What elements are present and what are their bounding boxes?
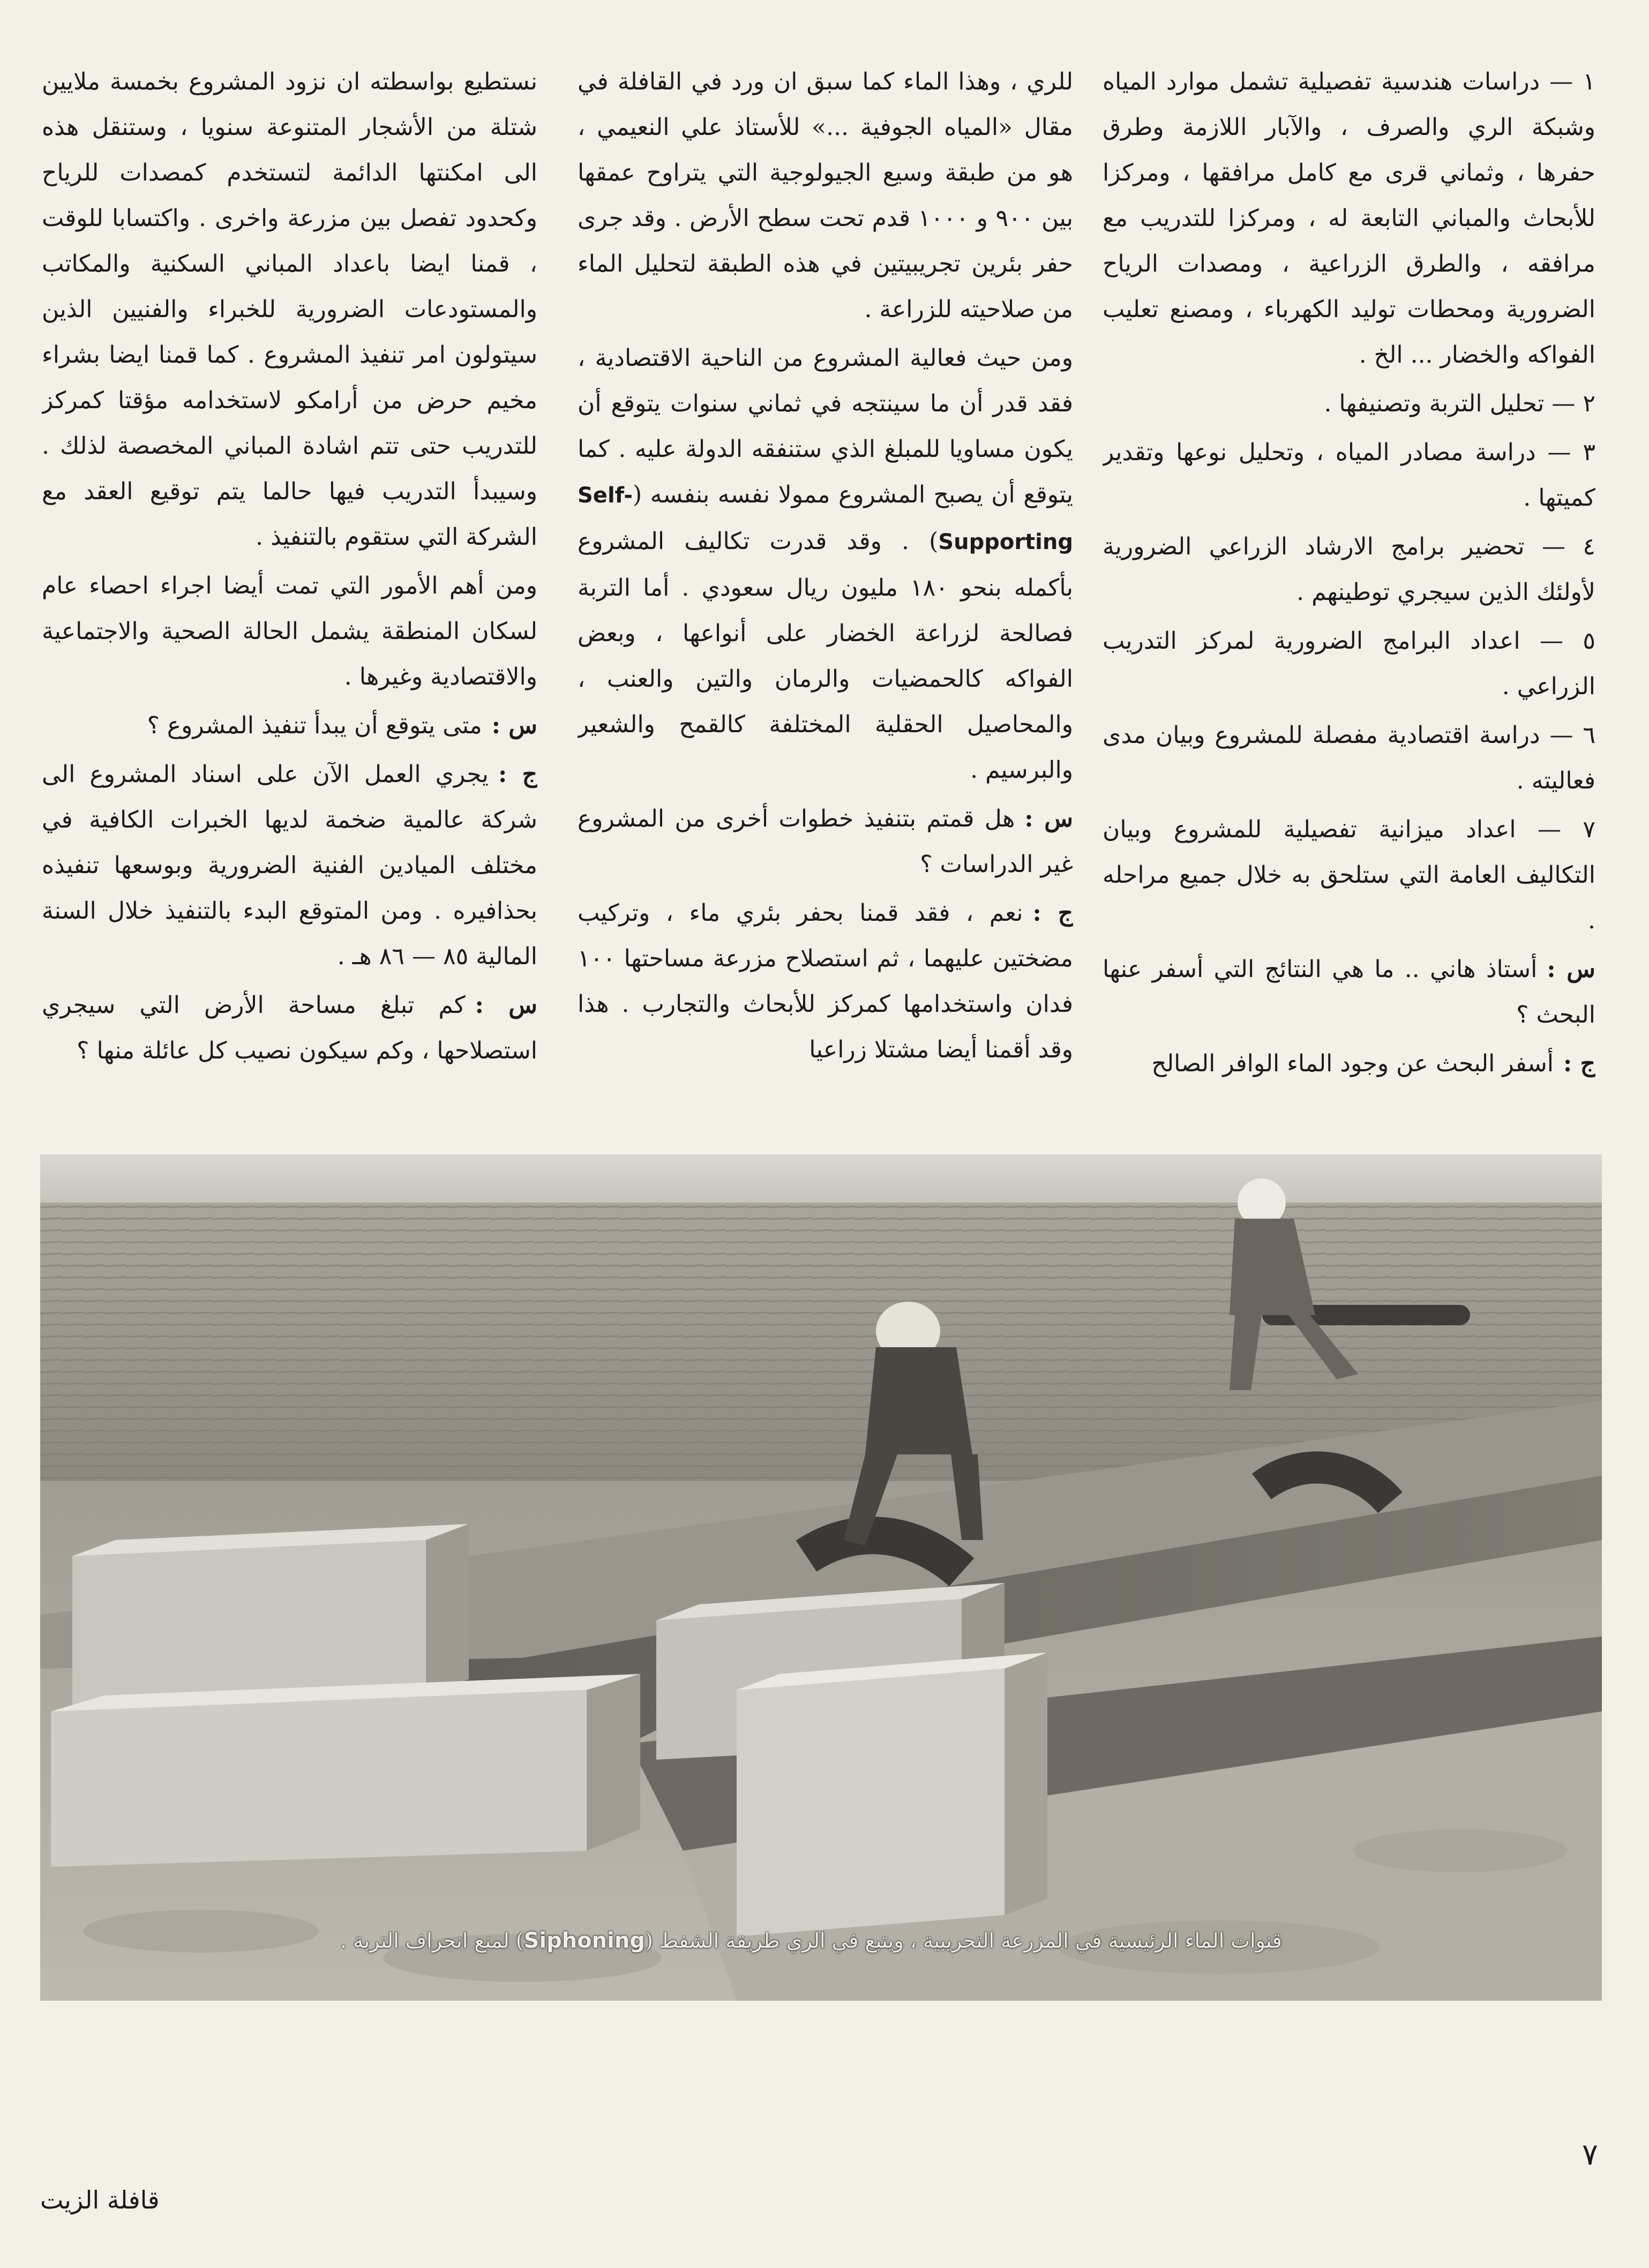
question-text: متى يتوقع أن يبدأ تنفيذ المشروع ؟ bbox=[147, 712, 482, 739]
page-number: ٧ bbox=[1581, 2137, 1598, 2172]
photo-illustration bbox=[40, 1154, 1602, 2001]
question-text: كم تبلغ مساحة الأرض التي سيجري استصلاحها ، وكم سيكون نصيب كل عائلة منها ؟ bbox=[42, 992, 537, 1064]
answer-text: نعم ، فقد قمنا بحفر بئري ماء ، وتركيب مضختين عليهما ، ثم استصلاح مزرعة مساحتها ١٠٠ فدان واستخدامها كمركز للأبحاث والتجارب . هذا وقد أقمنا أيضا مشتلا زراعيا bbox=[578, 899, 1073, 1063]
paragraph: ٢ — تحليل التربة وتصنيفها . bbox=[1324, 390, 1595, 417]
paragraph: ٧ — اعداد ميزانية تفصيلية للمشروع وبيان التكاليف العامة التي ستلحق به خلال جميع مراحله . bbox=[1103, 816, 1595, 934]
paragraph: نستطيع بواسطته ان نزود المشروع بخمسة ملايين شتلة من الأشجار المتنوعة سنويا ، وستنقل هذه الى امكنتها الدائمة لتستخدم كمصدات للرياح وكحدود تفصل بين مزرعة واخرى . واكتسابا للوقت ، قمنا ايضا باعداد المباني السكنية والمكاتب والمستودعات الضرورية للخبراء والفنيين الذين سيتولون امر تنفيذ المشروع . كما قمنا ايضا بشراء مخيم حرض من أرامكو لاستخدامه مؤقتا كمركز للتدريب حتى تتم اشادة المباني المخصصة لذلك . وسيبدأ التدريب فيها حالما يتم توقيع العقد مع الشركة التي ستقوم بالتنفيذ . bbox=[42, 68, 537, 551]
paragraph: للري ، وهذا الماء كما سبق ان ورد في القافلة في مقال «المياه الجوفية ...» للأستاذ علي النعيمي ، هو من طبقة وسيع الجيولوجية التي يتراوح عمقها بين ٩٠٠ و ١٠٠٠ قدم تحت سطح الأرض . وقد جرى حفر بئرين تجريبيتين في هذه الطبقة لتحليل الماء من صلاحيته للزراعة . bbox=[578, 68, 1073, 323]
paragraph-text: ) . وقد قدرت تكاليف المشروع بأكمله بنحو ١٨٠ مليون ريال سعودي . أما التربة فصالحة لزراعة الخضار على أنواعها ، وبعض الفواكه كالحمضيات والرمان والتين والعنب ، والمحاصيل الحقلية المختلفة كالقمح والشعير والبرسيم . bbox=[578, 528, 1073, 784]
question-text: هل قمتم بتنفيذ خطوات أخرى من المشروع غير الدراسات ؟ bbox=[578, 805, 1073, 878]
question-label: س : bbox=[1024, 805, 1073, 832]
irrigation-canal-photo bbox=[40, 1154, 1602, 2001]
interview-answer bbox=[42, 752, 537, 979]
latin-term: Self-Supporting bbox=[578, 483, 1073, 554]
interview-answer bbox=[578, 890, 1073, 1072]
paragraph: ٣ — دراسة مصادر المياه ، وتحليل نوعها وتقدير كميتها . bbox=[1103, 439, 1595, 512]
paragraph bbox=[578, 335, 1073, 793]
question-label: س : bbox=[1547, 956, 1595, 983]
paragraph: ١ — دراسات هندسية تفصيلية تشمل موارد المياه وشبكة الري والصرف ، والآبار اللازمة وطرق حفرها ، وثماني قرى مع كامل مرافقها ، ومركزا للأبحاث والمباني التابعة له ، ومركزا للتدريب مع مرافقه ، والطرق الزراعية ، ومصدات الرياح الضرورية ومحطات توليد الكهرباء ، ومصنع تعليب الفواكه والخضار ... الخ . bbox=[1103, 68, 1595, 369]
answer-label: ج : bbox=[1032, 899, 1073, 927]
text-column-middle bbox=[578, 59, 1073, 1087]
caption-text-before: قنوات الماء الرئيسية في المزرعة التجريبية ، ويتبع في الري طريقة الشفط ( bbox=[644, 1929, 1282, 1952]
interview-question bbox=[42, 982, 537, 1073]
question-text: أستاذ هاني .. ما هي النتائج التي أسفر عنها البحث ؟ bbox=[1103, 956, 1595, 1028]
answer-text: يجري العمل الآن على اسناد المشروع الى شركة عالمية ضخمة لديها الخبرات الكافية في مختلف الميادين الفنية الضرورية وبوسعها تنفيذه بحذافيره . ومن المتوقع البدء بالتنفيذ خلال السنة المالية ٨٥ — ٨٦ هـ . bbox=[42, 761, 537, 970]
question-label: س : bbox=[491, 712, 537, 739]
interview-question bbox=[578, 796, 1073, 887]
question-label: س : bbox=[475, 992, 537, 1019]
paragraph: ٥ — اعداد البرامج الضرورية لمركز التدريب الزراعي . bbox=[1103, 627, 1595, 700]
answer-label: ج : bbox=[498, 761, 537, 788]
answer-text: أسفر البحث عن وجود الماء الوافر الصالح bbox=[1151, 1050, 1554, 1077]
paragraph: ٦ — دراسة اقتصادية مفصلة للمشروع وبيان مدى فعاليته . bbox=[1103, 722, 1595, 794]
caption-latin-term: Siphoning bbox=[523, 1928, 645, 1953]
magazine-name: قافلة الزيت bbox=[40, 2186, 160, 2214]
text-column-right bbox=[1103, 59, 1595, 1087]
interview-question bbox=[1103, 947, 1595, 1038]
caption-text-after: ) لمنع انجراف التربة . bbox=[340, 1929, 524, 1952]
paragraph: ومن أهم الأمور التي تمت أيضا اجراء احصاء عام لسكان المنطقة يشمل الحالة الصحية والاجتماعية والاقتصادية وغيرها . bbox=[42, 572, 537, 690]
answer-label: ج : bbox=[1563, 1050, 1595, 1077]
text-column-left bbox=[42, 59, 537, 1087]
photo-caption bbox=[340, 1928, 1282, 1953]
interview-question bbox=[42, 703, 537, 748]
interview-answer bbox=[1103, 1041, 1595, 1086]
paragraph: ٤ — تحضير برامج الارشاد الزراعي الضرورية لأولئك الذين سيجري توطينهم . bbox=[1103, 533, 1595, 606]
paragraph-text: ومن حيث فعالية المشروع من الناحية الاقتصادية ، فقد قدر أن ما سينتجه في ثماني سنوات يتوقع أن يكون مساويا للمبلغ الذي ستنفقه الدولة عليه . كما يتوقع أن يصبح المشروع ممولا نفسه بنفسه ( bbox=[578, 344, 1073, 508]
